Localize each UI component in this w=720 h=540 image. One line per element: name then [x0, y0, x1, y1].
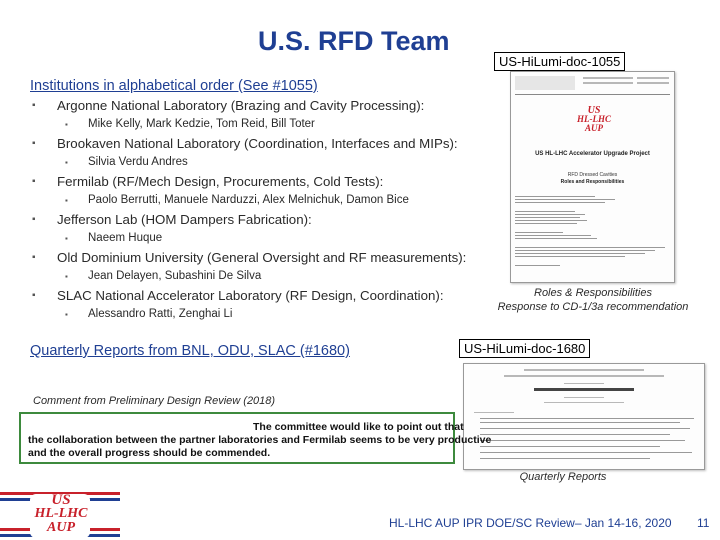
review-quote-box: [19, 412, 492, 464]
members-fermilab: ▪ Paolo Berrutti, Manuele Narduzzi, Alex Melnichuk, Damon Bice: [30, 191, 500, 210]
footer-text: HL-LHC AUP IPR DOE/SC Review– Jan 14-16, 2020: [389, 516, 672, 530]
footer-logo-hllhc: HL-LHC: [34, 506, 88, 521]
roles-doc-logo-aup: AUP: [585, 123, 603, 133]
footer-logo-aup: AUP: [47, 520, 75, 535]
review-quote-line-1: The committee would like to point out that: [253, 421, 464, 433]
institution-brookhaven: ▪ Brookaven National Laboratory (Coordination, Interfaces and MIPs):: [30, 134, 500, 153]
doc-ref-1055-label: US-HiLumi-doc-1055: [494, 52, 625, 71]
quarterly-caption: Quarterly Reports: [519, 471, 607, 483]
institution-fermilab: ▪ Fermilab (RF/Mech Design, Procurements, Cold Tests):: [30, 172, 500, 191]
footer-logo: [0, 488, 120, 540]
review-comment-label: Comment from Preliminary Design Review (2018): [33, 395, 276, 407]
roles-doc-logo-us: US: [587, 105, 601, 116]
members-jlab: ▪ Naeem Huque: [30, 229, 500, 248]
roles-doc-thumbnail: [510, 71, 675, 283]
members-slac: ▪ Alessandro Ratti, Zenghai Li: [30, 305, 500, 324]
review-quote-line-2: the collaboration between the partner laboratories and Fermilab seems to be very productive: [28, 434, 492, 446]
members-argonne: ▪ Mike Kelly, Mark Kedzie, Tom Reid, Bill Toter: [30, 115, 500, 134]
institution-argonne: ▪ Argonne National Laboratory (Brazing and Cavity Processing):: [30, 96, 500, 115]
slide-title: U.S. RFD Team: [258, 26, 450, 56]
members-brookhaven: ▪ Silvia Verdu Andres: [30, 153, 500, 172]
footer-logo-us: US: [51, 492, 71, 508]
institution-odu: ▪ Old Dominium University (General Oversight and RF measurements):: [30, 248, 500, 267]
review-quote-line-3: and the overall progress should be commended.: [28, 447, 271, 459]
roles-doc-logo-hllhc: HL-LHC: [577, 114, 611, 124]
institutions-intro-link[interactable]: Institutions in alphabetical order (See #1055): [30, 78, 318, 94]
doc-ref-1680-label: US-HiLumi-doc-1680: [459, 339, 590, 358]
roles-doc-subtitle-2: Roles and Responsibilities: [560, 179, 625, 185]
institution-slac: ▪ SLAC National Accelerator Laboratory (RF Design, Coordination):: [30, 286, 500, 305]
institution-jlab: ▪ Jefferson Lab (HOM Dampers Fabrication):: [30, 210, 500, 229]
roles-doc-logo: [577, 106, 611, 133]
institutions-list: [30, 96, 500, 324]
page-number: 11: [697, 516, 710, 530]
quarterly-doc-thumbnail: [463, 363, 705, 470]
roles-doc-title: US HL-LHC Accelerator Upgrade Project: [535, 151, 650, 157]
roles-caption-1: Roles & Responsibilities: [534, 287, 652, 299]
roles-caption-2: Response to CD-1/3a recommendation: [497, 301, 689, 313]
quarterly-reports-link[interactable]: Quarterly Reports from BNL, ODU, SLAC (#1680): [30, 343, 350, 359]
members-odu: ▪ Jean Delayen, Subashini De Silva: [30, 267, 500, 286]
roles-doc-subtitle-1: RFD Dressed Cavities: [567, 172, 618, 178]
